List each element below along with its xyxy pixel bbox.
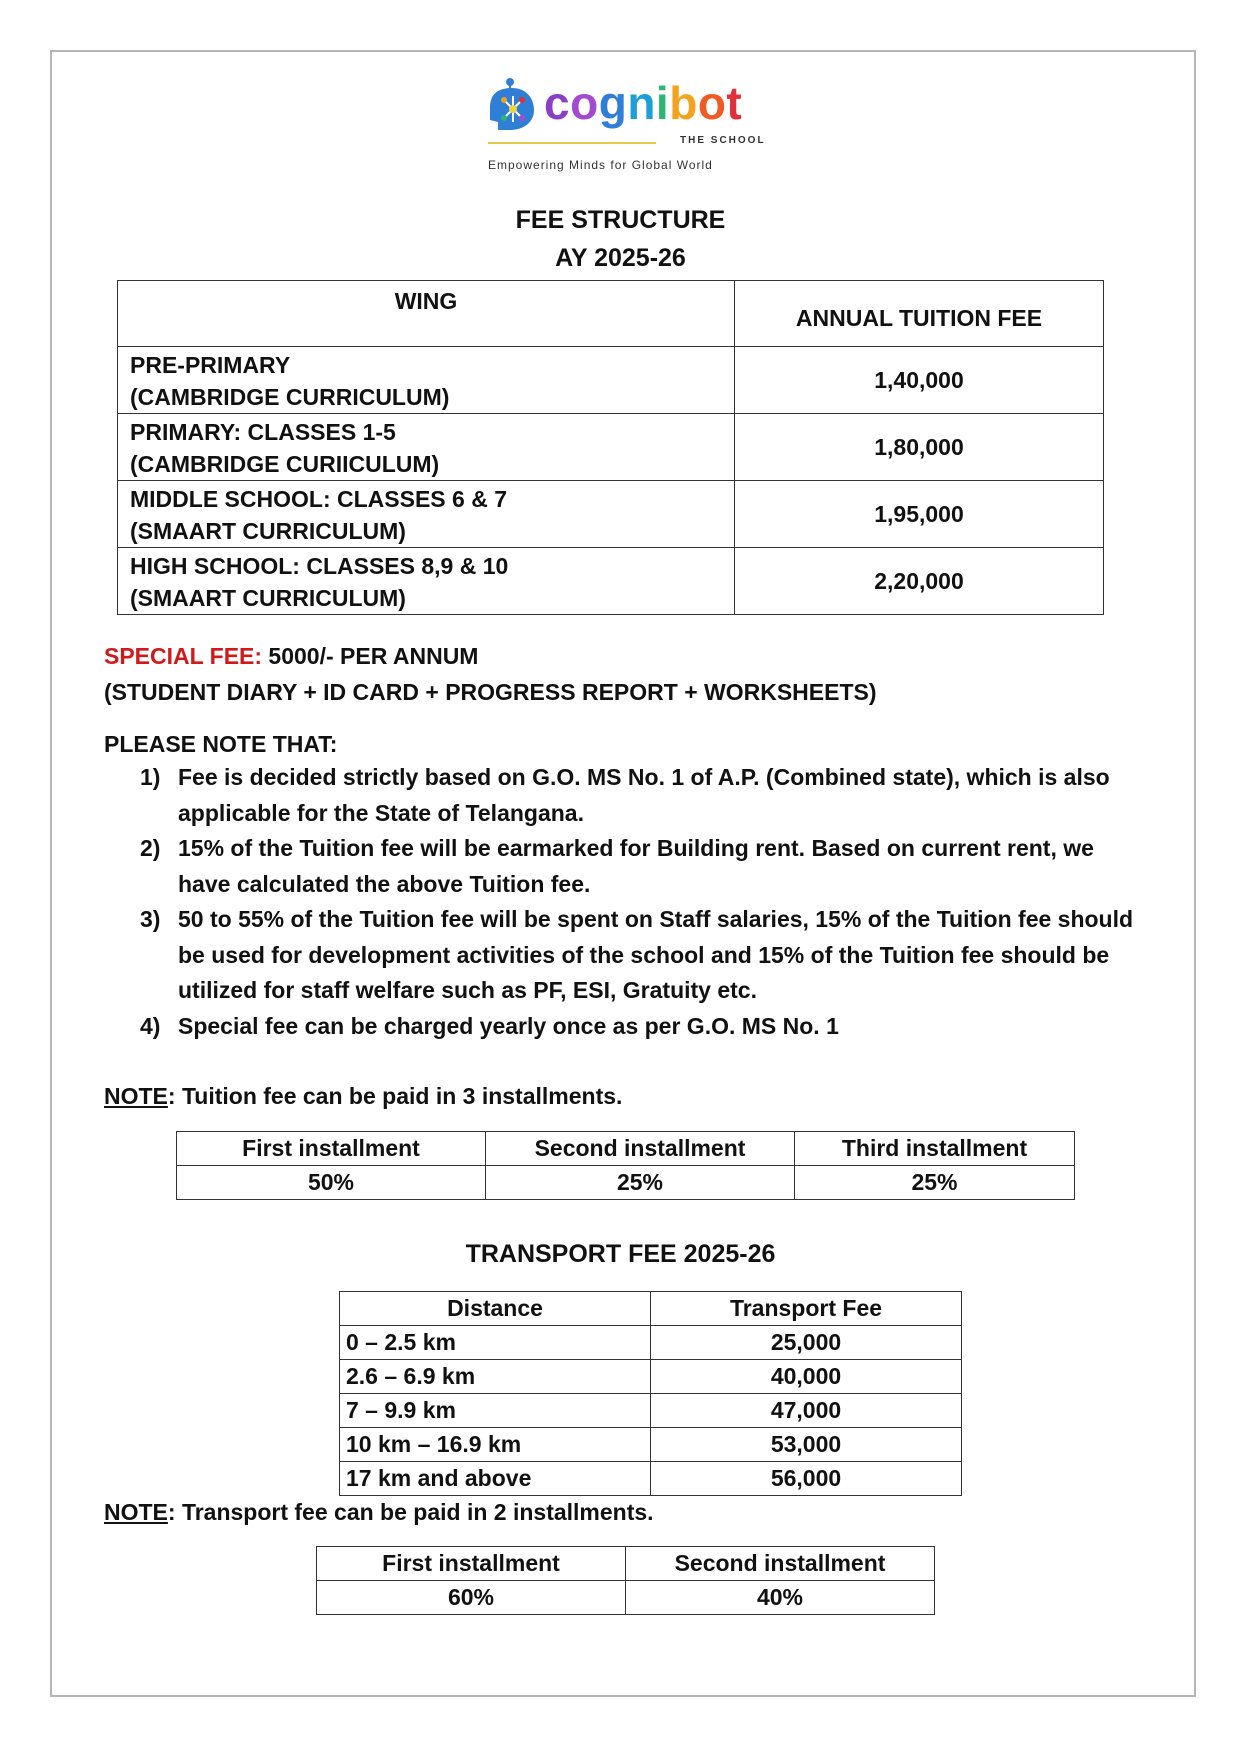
transport-fee-cell: 25,000 — [651, 1326, 962, 1360]
wing-cell — [118, 414, 735, 481]
table-row — [317, 1547, 935, 1581]
brand-letter: b — [669, 77, 698, 129]
installment-header: Third installment — [795, 1132, 1075, 1166]
note-number: 3) — [140, 906, 161, 932]
table-row — [340, 1462, 962, 1496]
wing-cell — [118, 347, 735, 414]
transport-fee-cell: 56,000 — [651, 1462, 962, 1496]
wing-curriculum: (SMAART CURRICULUM) — [130, 518, 406, 544]
table-row — [340, 1360, 962, 1394]
brand-letter: i — [655, 77, 670, 129]
notes-list — [140, 760, 1140, 1044]
fee-table — [117, 280, 1104, 615]
transport-installments-table — [316, 1546, 935, 1615]
transport-header-distance: Distance — [340, 1292, 651, 1326]
brand-letter: c — [544, 77, 571, 129]
note-number: 1) — [140, 764, 161, 790]
fee-cell: 1,80,000 — [735, 414, 1104, 481]
wing-cell — [118, 481, 735, 548]
installment-value: 40% — [626, 1581, 935, 1615]
installment-value: 25% — [795, 1166, 1075, 1200]
tuition-note-text: : Tuition fee can be paid in 3 installments. — [167, 1083, 623, 1109]
transport-note-text: : Transport fee can be paid in 2 installments. — [167, 1499, 654, 1525]
table-row — [340, 1326, 962, 1360]
robot-head-icon — [480, 74, 538, 132]
table-row — [118, 347, 1104, 414]
installment-header: First installment — [317, 1547, 626, 1581]
page-title: FEE STRUCTURE — [515, 206, 726, 234]
brand-tagline: Empowering Minds for Global World — [488, 158, 713, 172]
list-item — [140, 902, 1140, 1009]
transport-fee-table — [339, 1291, 962, 1496]
transport-title: TRANSPORT FEE 2025-26 — [465, 1240, 776, 1268]
list-item — [140, 1009, 1140, 1045]
installment-value: 50% — [177, 1166, 486, 1200]
logo-divider — [488, 142, 656, 144]
wing-name: PRE-PRIMARY — [130, 352, 291, 378]
list-item — [140, 831, 1140, 902]
brand-subtitle: THE SCHOOL — [680, 135, 766, 146]
wing-name: HIGH SCHOOL: CLASSES 8,9 & 10 — [130, 553, 509, 579]
special-fee-label: SPECIAL FEE: — [104, 643, 263, 669]
brand-letter: o — [570, 77, 599, 129]
distance-cell: 7 – 9.9 km — [340, 1394, 651, 1428]
tuition-note — [104, 1078, 622, 1114]
table-row — [177, 1132, 1075, 1166]
table-row — [340, 1428, 962, 1462]
academic-year: AY 2025-26 — [555, 244, 686, 272]
note-text: 15% of the Tuition fee will be earmarked for Building rent. Based on current rent, we have calculated the above Tuition fee. — [178, 835, 1094, 897]
wing-curriculum: (CAMBRIDGE CURIICULUM) — [130, 451, 440, 477]
fee-cell: 1,95,000 — [735, 481, 1104, 548]
transport-fee-cell: 53,000 — [651, 1428, 962, 1462]
tuition-installments-table — [176, 1131, 1075, 1200]
transport-note — [104, 1494, 654, 1530]
wing-name: PRIMARY: CLASSES 1-5 — [130, 419, 396, 445]
note-text: Fee is decided strictly based on G.O. MS No. 1 of A.P. (Combined state), which is also applicable for the State of Telangana. — [178, 764, 1110, 826]
notes-heading: PLEASE NOTE THAT: — [104, 731, 338, 757]
transport-header-fee: Transport Fee — [651, 1292, 962, 1326]
table-row — [317, 1581, 935, 1615]
table-row — [118, 481, 1104, 548]
transport-fee-cell: 40,000 — [651, 1360, 962, 1394]
school-logo — [480, 72, 770, 172]
installment-value: 25% — [486, 1166, 795, 1200]
list-item — [140, 760, 1140, 831]
brand-name — [544, 77, 743, 129]
transport-fee-cell: 47,000 — [651, 1394, 962, 1428]
installment-header: Second installment — [486, 1132, 795, 1166]
transport-note-label: NOTE — [104, 1499, 168, 1525]
table-row — [340, 1292, 962, 1326]
installment-value: 60% — [317, 1581, 626, 1615]
special-fee-details: (STUDENT DIARY + ID CARD + PROGRESS REPORT + WORKSHEETS) — [104, 679, 877, 705]
fee-cell: 2,20,000 — [735, 548, 1104, 615]
distance-cell: 2.6 – 6.9 km — [340, 1360, 651, 1394]
distance-cell: 17 km and above — [340, 1462, 651, 1496]
note-number: 4) — [140, 1012, 161, 1039]
distance-cell: 0 – 2.5 km — [340, 1326, 651, 1360]
distance-cell: 10 km – 16.9 km — [340, 1428, 651, 1462]
wing-cell — [118, 548, 735, 615]
fee-table-header-wing: WING — [118, 281, 735, 347]
brand-letter: n — [627, 77, 656, 129]
table-row — [177, 1166, 1075, 1200]
note-text: Special fee can be charged yearly once as per G.O. MS No. 1 — [178, 1012, 839, 1039]
installment-header: First installment — [177, 1132, 486, 1166]
brand-letter: o — [697, 77, 727, 129]
installment-header: Second installment — [626, 1547, 935, 1581]
note-text: 50 to 55% of the Tuition fee will be spent on Staff salaries, 15% of the Tuition fee should be used for development activities of the school and 15% of the Tuition fee should be utilized for staff welfare such as PF, ESI, Gratuity etc. — [178, 906, 1134, 1003]
brand-letter: g — [598, 77, 628, 129]
note-number: 2) — [140, 835, 161, 861]
tuition-note-label: NOTE — [104, 1083, 168, 1109]
wing-curriculum: (CAMBRIDGE CURRICULUM) — [130, 384, 450, 410]
special-fee-line — [104, 638, 478, 674]
fee-cell: 1,40,000 — [735, 347, 1104, 414]
table-row — [118, 414, 1104, 481]
wing-name: MIDDLE SCHOOL: CLASSES 6 & 7 — [130, 486, 507, 512]
fee-table-header-fee: ANNUAL TUITION FEE — [735, 281, 1104, 347]
table-row — [118, 548, 1104, 615]
fee-table-header-row — [118, 281, 1104, 347]
table-row — [340, 1394, 962, 1428]
brand-letter: t — [726, 77, 743, 129]
special-fee-value: 5000/- PER ANNUM — [262, 643, 479, 669]
wing-curriculum: (SMAART CURRICULUM) — [130, 585, 406, 611]
